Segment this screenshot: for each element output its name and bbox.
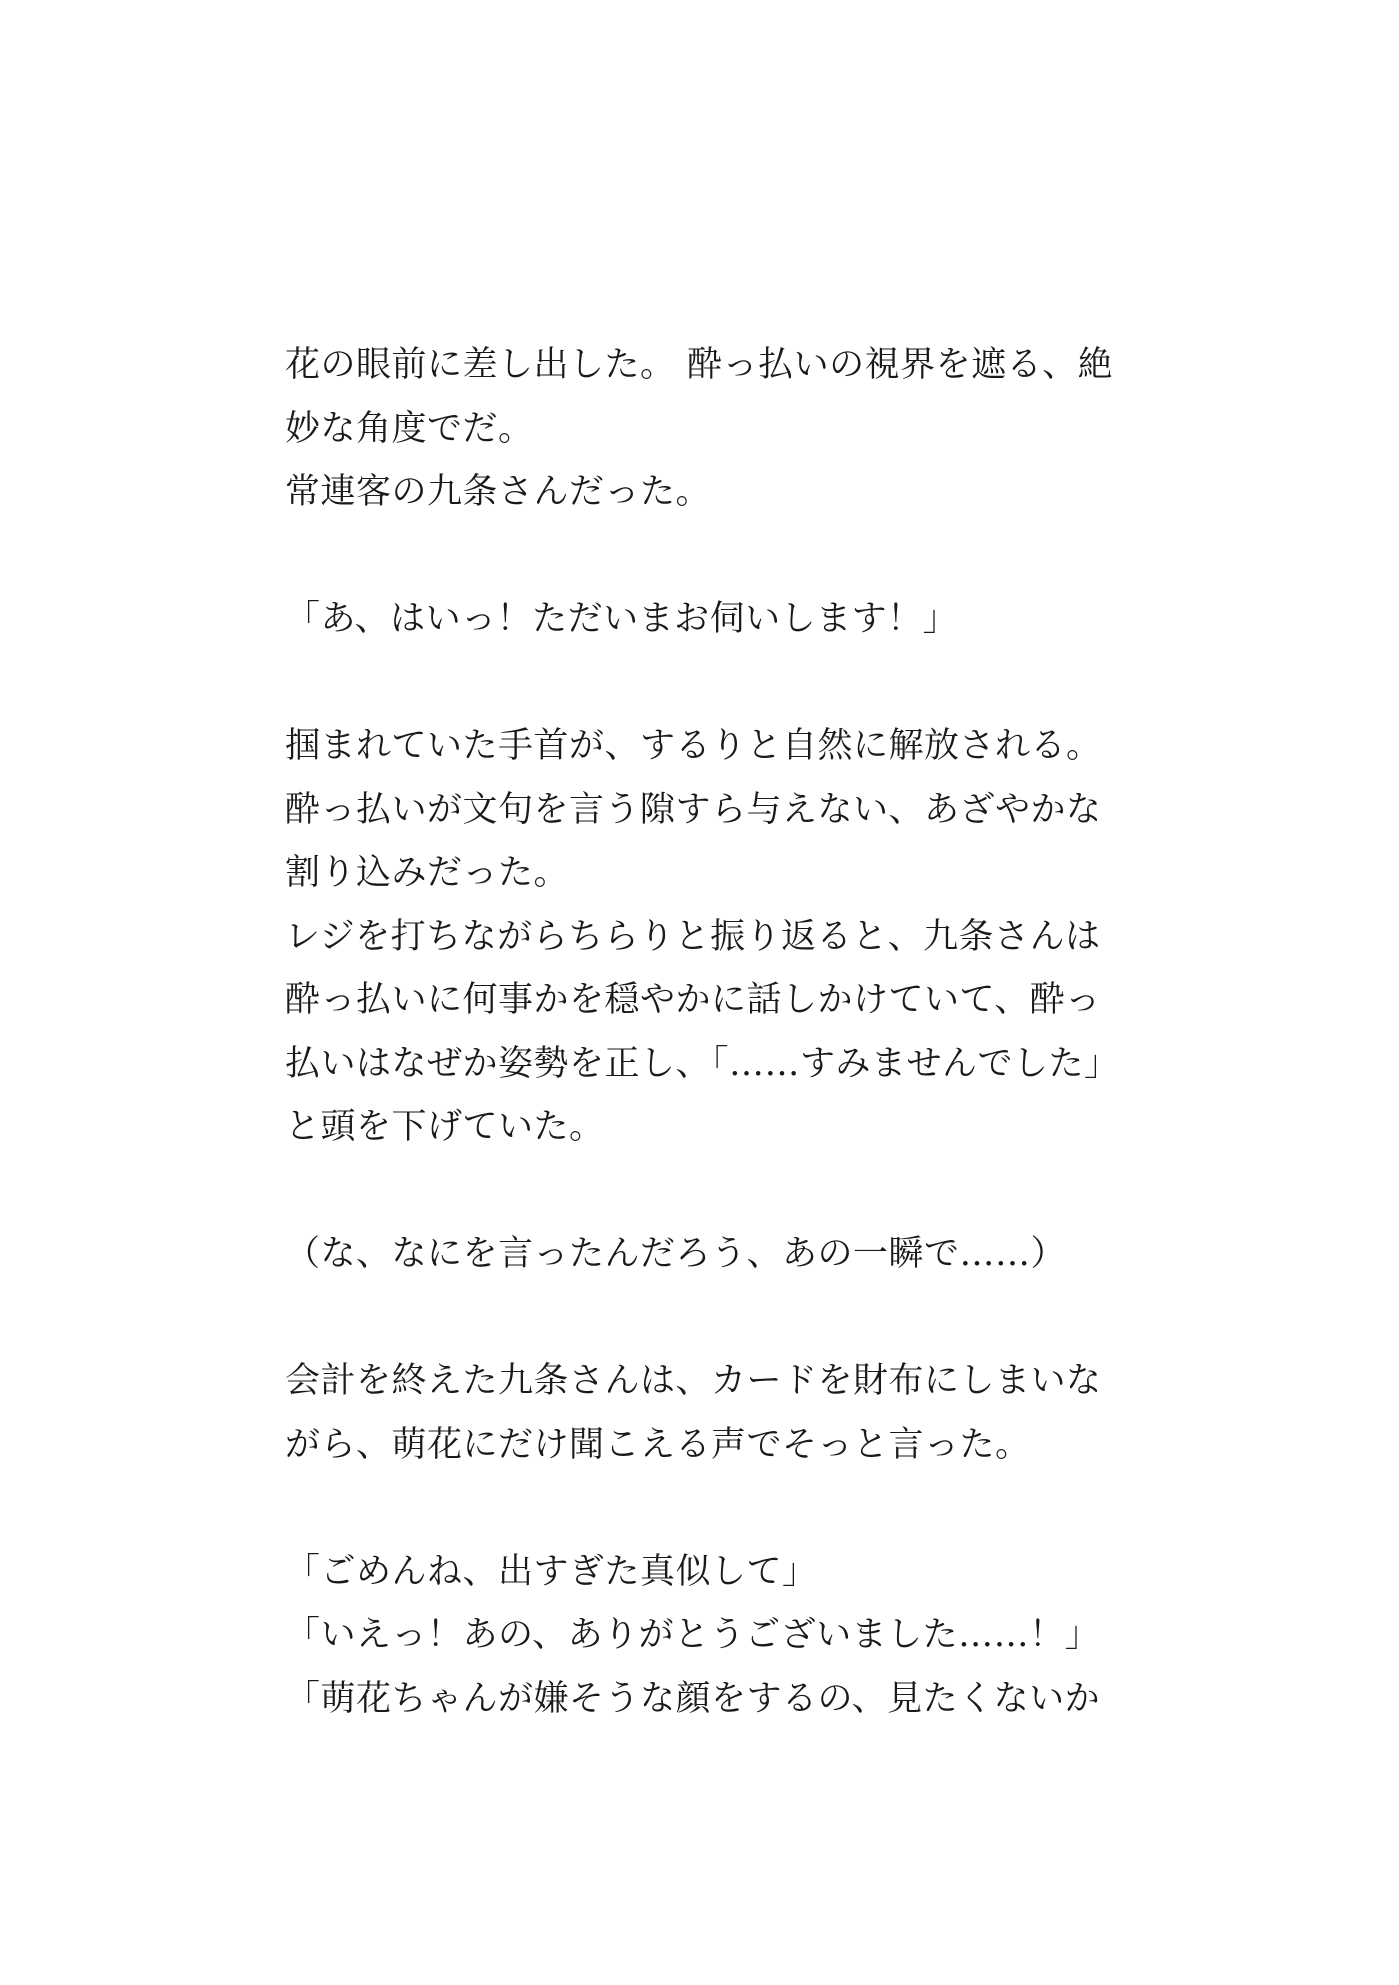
text-line: 払いはなぜか姿勢を正し、「……すみませんでした」	[285, 1043, 1120, 1084]
blank-line	[285, 652, 1125, 716]
text-line: 「いえっ！あの、ありがとうございました……！」	[285, 1615, 1101, 1655]
text-line: 酔っ払いが文句を言う隙すら与えない、あざやかな	[285, 789, 1102, 830]
text-line: 割り込みだった。	[285, 853, 570, 893]
text-line: と頭を下げていた。	[285, 1107, 605, 1147]
text-line: 「あ、はいっ！ただいまお伺いします！」	[285, 599, 959, 639]
blank-line	[285, 1287, 1125, 1351]
text-line: 酔っ払いに何事かを穏やかに話しかけていて、酔っ	[285, 980, 1101, 1020]
text-line: がら、萌花にだけ聞こえる声でそっと言った。	[285, 1424, 1031, 1465]
text-line: レジを打ちながらちらりと振り返ると、九条さんは	[285, 916, 1101, 957]
text-line: 花の眼前に差し出した。 酔っ払いの視界を遮る、絶	[285, 345, 1114, 385]
blank-line	[285, 525, 1125, 589]
text-line: 「ごめんね、出すぎた真似して」	[285, 1551, 818, 1592]
blank-line	[285, 1160, 1125, 1224]
blank-line	[285, 1477, 1125, 1541]
text-line: 妙な角度でだ。	[285, 408, 534, 449]
text-line: 掴まれていた手首が、するりと自然に解放される。	[285, 726, 1102, 766]
text-line: 会計を終えた九条さんは、カードを財布にしまいな	[285, 1361, 1102, 1401]
text-line: 「萌花ちゃんが嫌そうな顔をするの、見たくないか	[285, 1678, 1101, 1719]
body-text	[285, 334, 1125, 1731]
text-line: 常連客の九条さんだった。	[285, 472, 712, 512]
text-line: （な、なにを言ったんだろう、あの一瞬で……）	[285, 1234, 1067, 1274]
